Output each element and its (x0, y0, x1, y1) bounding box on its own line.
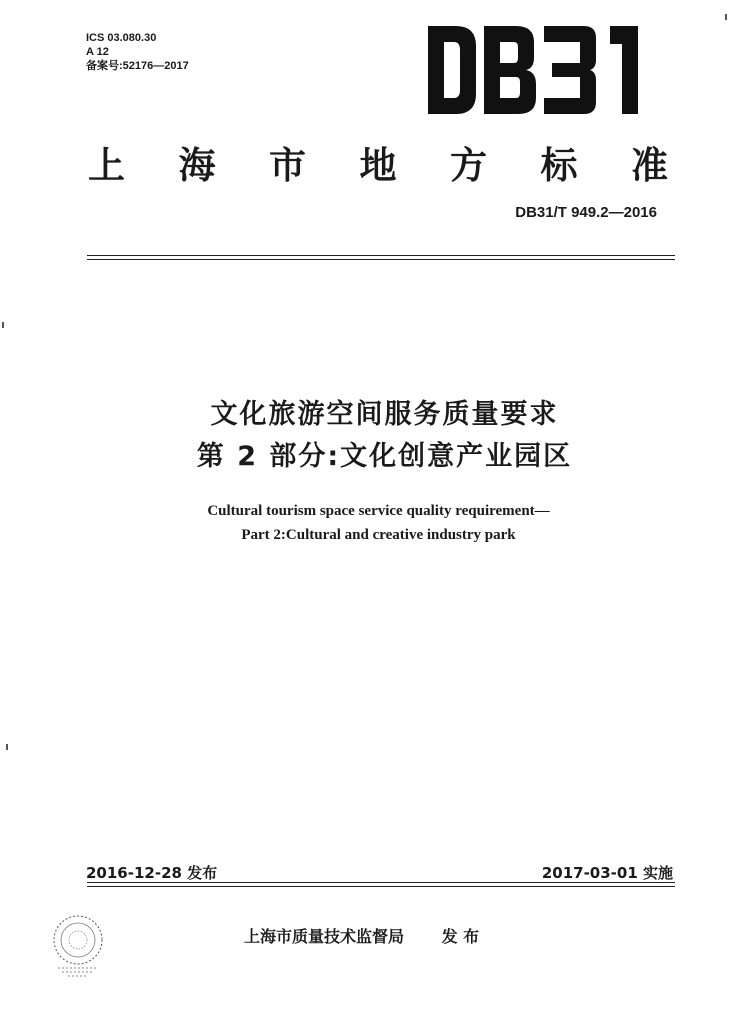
classification-block (86, 31, 189, 73)
issue-date: 2016-12-28 发布 (86, 864, 218, 882)
heading-char: 地 (359, 144, 397, 187)
standard-number: DB31/T 949.2—2016 (515, 204, 657, 221)
scan-mark (725, 14, 727, 20)
english-title-line-1: Cultural tourism space service quality requirement— (207, 503, 550, 519)
ics-code: ICS 03.080.30 (86, 32, 157, 44)
chinese-title-line-1: 文化旅游空间服务质量要求 (210, 399, 559, 430)
heading-char: 准 (631, 144, 668, 187)
effective-date: 2017-03-01 实施 (541, 864, 673, 882)
header-rule (87, 255, 675, 256)
issuer-name: 上海市质量技术监督局 (244, 927, 405, 946)
heading-char: 标 (540, 144, 578, 187)
heading-char: 上 (88, 144, 125, 187)
class-code: A 12 (86, 46, 109, 58)
footer-rule (87, 886, 675, 887)
issuing-authority (244, 924, 479, 947)
scan-mark (2, 322, 4, 328)
filing-number: 备案号:52176—2017 (86, 60, 189, 72)
heading-char: 市 (269, 144, 306, 187)
anti-counterfeit-seal-icon (44, 910, 112, 978)
english-title-line-2: Part 2:Cultural and creative industry park (241, 527, 516, 543)
db31-logo (424, 20, 649, 120)
issuer-action: 发 布 (441, 927, 480, 946)
standard-type-heading (88, 135, 668, 189)
scan-mark (6, 744, 8, 750)
footer-rule (87, 882, 675, 883)
header-rule (87, 259, 675, 260)
heading-char: 方 (450, 144, 487, 187)
heading-char: 海 (178, 144, 216, 187)
chinese-title-line-2: 第 2 部分:文化创意产业园区 (196, 441, 573, 472)
